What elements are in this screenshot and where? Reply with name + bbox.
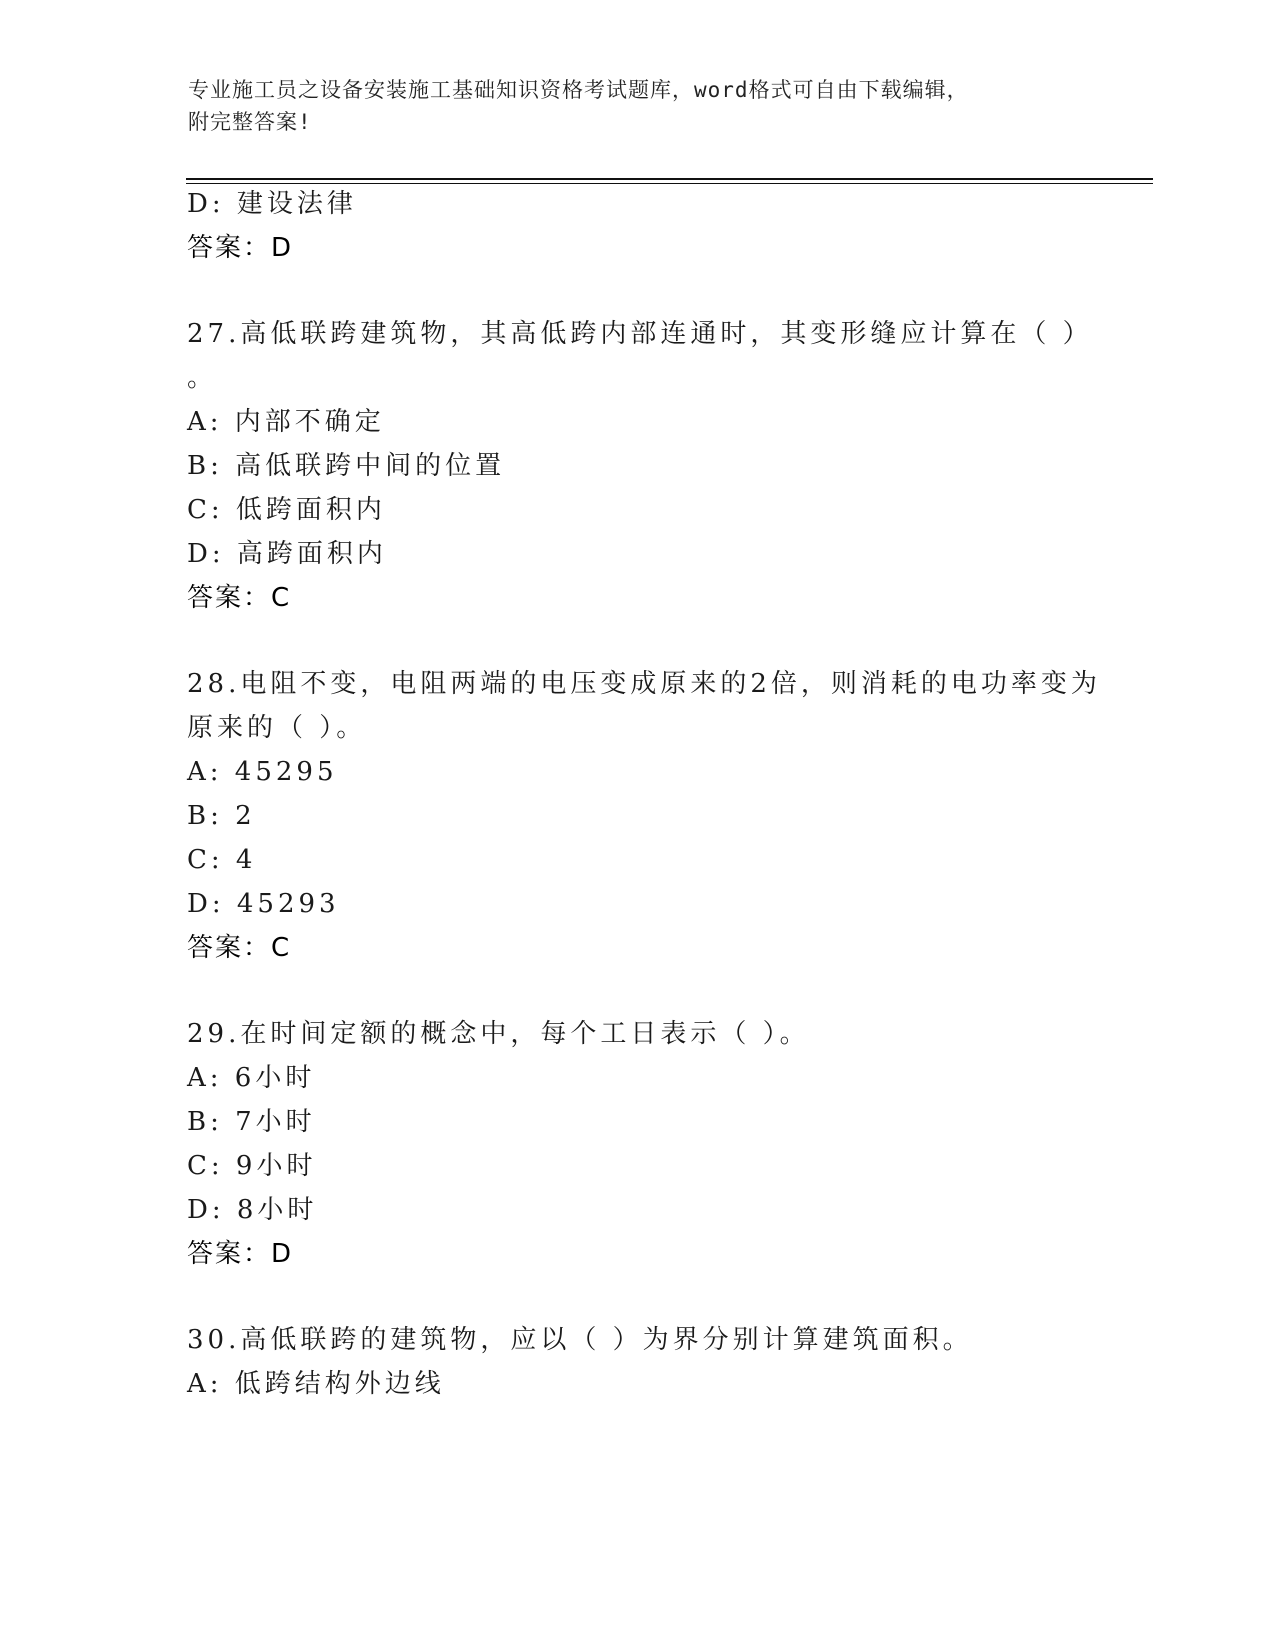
q28-option-a: A: 45295 bbox=[187, 757, 338, 787]
header-line-1: 专业施工员之设备安装施工基础知识资格考试题库，word格式可自由下载编辑， bbox=[188, 78, 969, 102]
q30-stem-line-1: 30.高低联跨的建筑物，应以（ ）为界分别计算建筑面积。 bbox=[187, 1325, 973, 1355]
header-line-2: 附完整答案! bbox=[188, 110, 312, 134]
header-rule-thin bbox=[186, 183, 1153, 184]
q28-option-d: D: 45293 bbox=[187, 889, 340, 919]
q27-option-b: B: 高低联跨中间的位置 bbox=[187, 451, 506, 481]
q27-answer: 答案：C bbox=[187, 583, 292, 613]
prev-option-d: D: 建设法律 bbox=[187, 189, 357, 219]
q27-option-a: A: 内部不确定 bbox=[187, 407, 385, 437]
q28-option-b: B: 2 bbox=[187, 801, 256, 831]
q27-option-d: D: 高跨面积内 bbox=[187, 539, 387, 569]
q29-option-c: C: 9小时 bbox=[187, 1151, 317, 1181]
prev-answer: 答案：D bbox=[187, 233, 294, 263]
header-rule-thick bbox=[186, 178, 1153, 180]
q29-option-d: D: 8小时 bbox=[187, 1195, 318, 1225]
document-header bbox=[188, 74, 1148, 138]
q28-stem-line-1: 28.电阻不变，电阻两端的电压变成原来的2倍，则消耗的电功率变为 bbox=[187, 669, 1101, 699]
q27-stem-line-2: 。 bbox=[187, 363, 218, 393]
q29-option-a: A: 6小时 bbox=[187, 1063, 316, 1093]
q28-stem-line-2: 原来的（ ）。 bbox=[187, 713, 367, 743]
q30-option-a: A: 低跨结构外边线 bbox=[187, 1369, 445, 1399]
q29-stem-line-1: 29.在时间定额的概念中，每个工日表示（ ）。 bbox=[187, 1019, 810, 1049]
q29-answer: 答案：D bbox=[187, 1239, 294, 1269]
q28-option-c: C: 4 bbox=[187, 845, 257, 875]
q28-answer: 答案：C bbox=[187, 933, 292, 963]
q27-stem-line-1: 27.高低联跨建筑物，其高低跨内部连通时，其变形缝应计算在（ ） bbox=[187, 319, 1093, 349]
q29-option-b: B: 7小时 bbox=[187, 1107, 316, 1137]
q27-option-c: C: 低跨面积内 bbox=[187, 495, 386, 525]
